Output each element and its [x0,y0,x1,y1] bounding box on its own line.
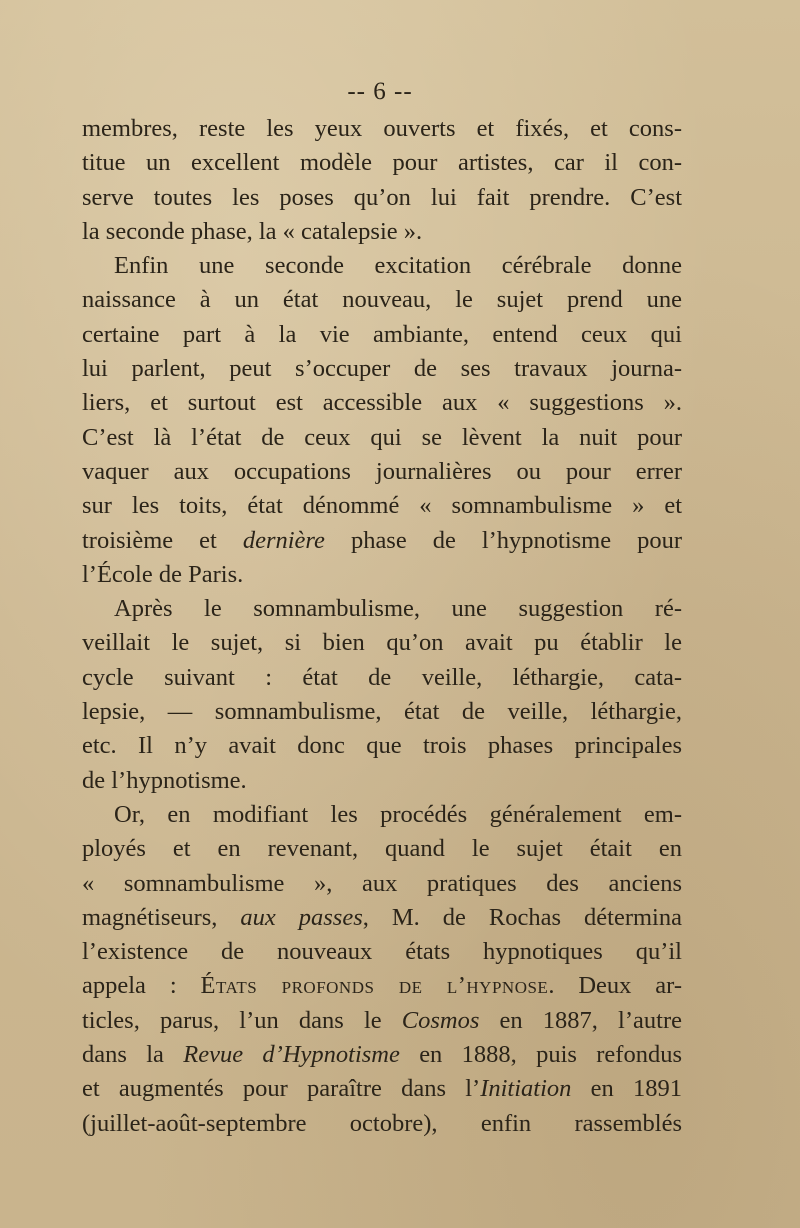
text-line [82,1038,682,1072]
text-line: ployés et en revenant, quand le sujet était en [82,835,682,863]
small-caps-term: États profonds de l’hypnose [200,972,549,1000]
text-line: lepsie, — somnambulisme, état de veille, léthargie, [82,698,682,726]
text-line: etc. Il n’y avait donc que trois phases principales [82,732,682,760]
text-line [82,524,682,558]
text-line: Enfin une seconde excitation cérébrale donne [114,252,682,280]
text-line: naissance à un état nouveau, le sujet prend une [82,286,682,314]
text-line: cycle suivant : état de veille, léthargie, cata- [82,663,682,691]
text-line: « somnambulisme », aux pratiques des anciens [82,869,682,897]
text-fragment: dans la [82,1041,164,1069]
text-fragment: magnétiseurs, [82,903,218,931]
text-line: titue un excellent modèle pour artistes, car il con- [82,149,682,177]
text-fragment: phase de l’hypnotisme pour [350,526,683,554]
text-line [82,969,682,1003]
text-line: (juillet-août-septembre octobre), enfin rassemblés [82,1109,682,1137]
text-line: liers, et surtout est accessible aux « suggestions ». [82,389,682,417]
text-line: vaquer aux occupations journalières ou pour errer [82,457,682,485]
text-line: l’École de Paris. [82,560,244,588]
text-fragment: . Deux ar- [548,972,682,1000]
italic-term: Revue d’Hypnotisme [183,1041,400,1069]
italic-term: dernière [242,526,325,554]
text-fragment: , M. de Rochas détermina [362,903,682,931]
text-line [82,1004,682,1038]
text-fragment: troisième et [82,526,217,554]
text-fragment: en 1887, l’autre [499,1006,682,1034]
text-line: la seconde phase, la « catalepsie ». [82,217,423,245]
text-line: Après le somnambulisme, une suggestion ré- [114,595,682,623]
text-fragment: en 1888, puis refondus [419,1041,682,1069]
text-fragment: et augmentés pour paraître dans l’ [82,1075,481,1103]
text-line: C’est là l’état de ceux qui se lèvent la nuit pour [82,423,682,451]
text-line [82,901,682,935]
italic-term: Cosmos [401,1006,480,1034]
text-line: l’existence de nouveaux états hypnotiques qu’il [82,938,682,966]
text-line: veillait le sujet, si bien qu’on avait pu établir le [82,629,682,657]
text-fragment: ticles, parus, l’un dans le [82,1006,382,1034]
text-line: certaine part à la vie ambiante, entend ceux qui [82,320,682,348]
text-line: membres, reste les yeux ouverts et fixés, et cons- [82,115,682,142]
text-fragment: en 1891 [590,1075,682,1103]
text-line: Or, en modifiant les procédés généralement em- [114,800,682,828]
italic-term: Initiation [480,1075,572,1103]
body-text [82,112,682,1141]
text-line: lui parlent, peut s’occuper de ses travaux journa- [82,355,682,383]
text-line: serve toutes les poses qu’on lui fait prendre. C’est [82,183,682,211]
page-number: -- 6 -- [347,78,413,105]
text-line [82,1072,682,1106]
text-line: sur les toits, état dénommé « somnambulisme » et [82,492,682,520]
text-line: de l’hypnotisme. [82,766,247,794]
text-fragment: appela : [82,972,177,1000]
italic-term: aux passes [240,903,363,931]
